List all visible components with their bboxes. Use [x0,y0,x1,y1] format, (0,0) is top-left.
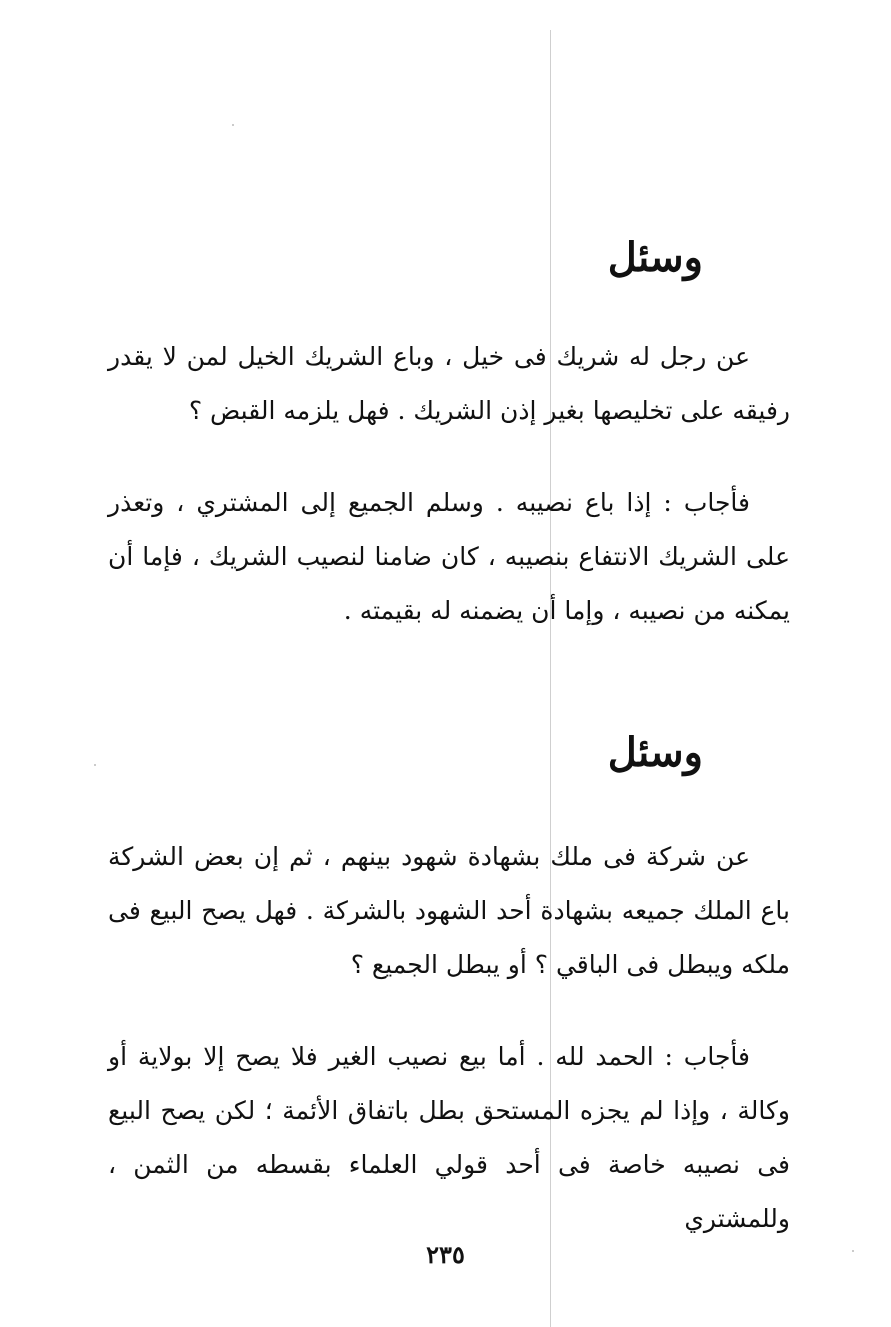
question-paragraph-1: عن رجل له شريك فى خيل ، وباع الشريك الخيل لمن لا يقدر رفيقه على تخليصها بغير إذن الشريك . فهل يلزمه القبض ؟ [108,342,790,425]
answer-paragraph-2: فأجاب : الحمد لله . أما بيع نصيب الغير فلا يصح إلا بولاية أو وكالة ، وإذا لم يجزه المستحق بطل باتفاق الأئمة ؛ لكن يصح البيع فى نصيبه خاصة فى أحد قولي العلماء بقسطه من الثمن ، وللمشتري [108,1042,790,1233]
section-1-answer [108,476,790,638]
section-2-body [108,830,790,992]
scan-speck [232,124,234,126]
page-number: ٢٣٥ [426,1240,465,1269]
section-1-body [108,330,790,438]
section-2-answer [108,1030,790,1246]
scan-speck [94,764,96,766]
question-paragraph-2: عن شركة فى ملك بشهادة شهود بينهم ، ثم إن بعض الشركة باع الملك جميعه بشهادة أحد الشهود بالشركة . فهل يصح البيع فى ملكه ويبطل فى الباقي ؟ أو يبطل الجميع ؟ [108,842,790,979]
section-heading-2: وسئل [607,729,703,776]
section-heading-1: وسئل [607,234,703,281]
answer-paragraph-1: فأجاب : إذا باع نصيبه . وسلم الجميع إلى المشتري ، وتعذر على الشريك الانتفاع بنصيبه ، كان ضامنا لنصيب الشريك ، فإما أن يمكنه من نصيبه ، وإما أن يضمنه له بقيمته . [108,488,790,625]
